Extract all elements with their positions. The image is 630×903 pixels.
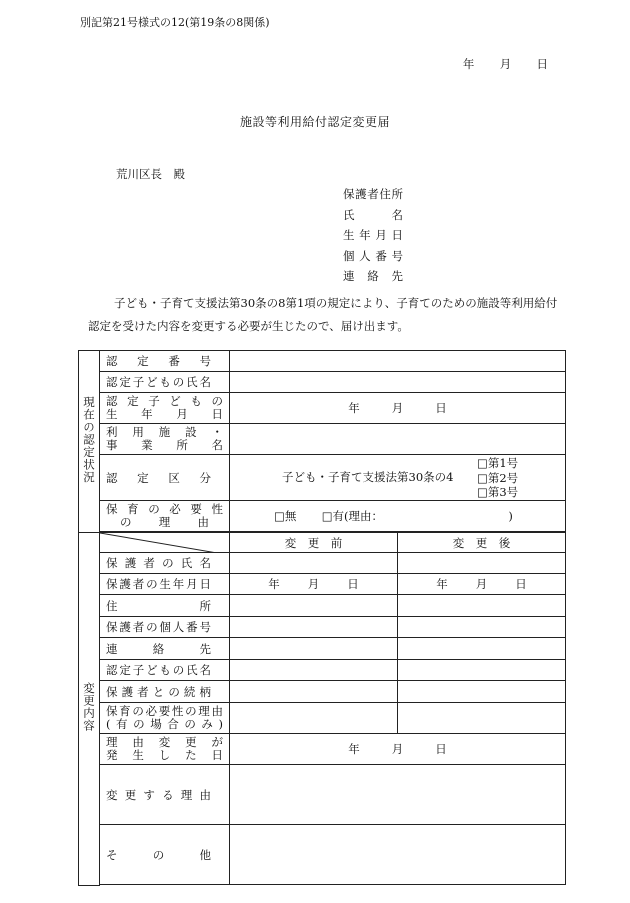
guardian-number-before[interactable] [230,617,398,638]
guardian-birth-label: 保護者の生年月日 [100,574,230,595]
contact-after[interactable] [398,638,566,660]
body-text [88,292,558,338]
other-field[interactable] [230,825,566,885]
reason-date-field[interactable]: 年 月 日 [230,734,566,765]
relation-label: 保護者との続柄 [100,681,230,703]
category-label: 認定区分 [100,455,230,501]
applicant-birth-label: 生年月日 [343,228,403,242]
guardian-number-after[interactable] [398,617,566,638]
cert-number-field[interactable] [230,351,566,372]
relation-after[interactable] [398,681,566,703]
guardian-name-label: 保護者の氏名 [100,553,230,574]
address-after[interactable] [398,595,566,617]
contact-before[interactable] [230,638,398,660]
month-label: 月 [499,57,512,71]
guardian-birth-before[interactable]: 年 月 日 [230,574,398,595]
form-table [78,350,566,886]
document-title: 施設等利用給付認定変更届 [239,115,390,129]
contact-label: 連絡先 [100,638,230,660]
applicant-number-label: 個人番号 [343,248,403,263]
current-child-name-label: 認定子どもの氏名 [100,372,230,393]
guardian-name-before[interactable] [230,553,398,574]
guardian-birth-after[interactable]: 年 月 日 [398,574,566,595]
current-necessity-field [230,501,566,532]
guardian-number-label: 保護者の個人番号 [100,617,230,638]
reason-label: 変更する理由 [100,765,230,825]
addressee: 荒川区長 殿 [116,167,185,181]
guardian-name-after[interactable] [398,553,566,574]
current-child-birth-label: 認定子どもの 生年月日 [100,393,230,424]
relation-before[interactable] [230,681,398,703]
change-child-name-label: 認定子どもの氏名 [100,660,230,681]
category-law-text: 子ども・子育て支援法第30条の4 [282,470,454,484]
applicant-name-label: 氏 名 [343,207,403,222]
cert-number-label: 認定番号 [100,351,230,372]
change-content-header: 変更内容 [79,533,100,886]
reason-date-label: 理由変更が 発生した日 [100,734,230,765]
other-label: その他 [100,825,230,885]
necessity-after[interactable] [398,703,566,734]
category-field [230,455,566,501]
applicant-block [343,184,403,287]
applicant-contact-label: 連 絡 先 [343,269,403,283]
necessity-yes-checkbox[interactable]: □有(理由： [321,509,384,523]
current-necessity-label: 保育の必要性 の理由 [100,501,230,532]
category-option-1[interactable]: □第1号 [477,456,519,470]
current-child-name-field[interactable] [230,372,566,393]
current-status-header: 現在の認定状況 [79,351,100,533]
address-before[interactable] [230,595,398,617]
facility-field[interactable] [230,424,566,455]
before-header: 変 更 前 [230,533,398,553]
applicant-address-label: 保護者住所 [343,187,403,201]
current-child-birth-field[interactable]: 年 月 日 [230,393,566,424]
necessity-close: ) [508,509,513,523]
day-label: 日 [536,57,548,71]
facility-label: 利用施設・ 事業所名 [100,424,230,455]
category-option-2[interactable]: □第2号 [477,470,519,485]
body-line-2: 認定を受けた内容を変更する必要が生じたので、届け出ます。 [88,319,409,333]
after-header: 変 更 後 [398,533,566,553]
submission-date[interactable] [463,56,548,72]
child-name-before[interactable] [230,660,398,681]
change-necessity-label: 保育の必要性の理由 (有の場合のみ) [100,703,230,734]
year-label: 年 [462,57,475,71]
necessity-before[interactable] [230,703,398,734]
reason-field[interactable] [230,765,566,825]
necessity-none-checkbox[interactable]: □無 [274,509,297,523]
diagonal-header-cell [100,533,230,553]
address-label: 住所 [100,595,230,617]
diagonal-line [100,533,217,553]
child-name-after[interactable] [398,660,566,681]
form-id: 別記第21号様式の12(第19条の8関係) [80,16,270,29]
category-option-3[interactable]: □第3号 [477,485,519,499]
body-line-1: 子ども・子育て支援法第30条の8第1項の規定により、子育てのための施設等利用給付 [114,296,558,310]
